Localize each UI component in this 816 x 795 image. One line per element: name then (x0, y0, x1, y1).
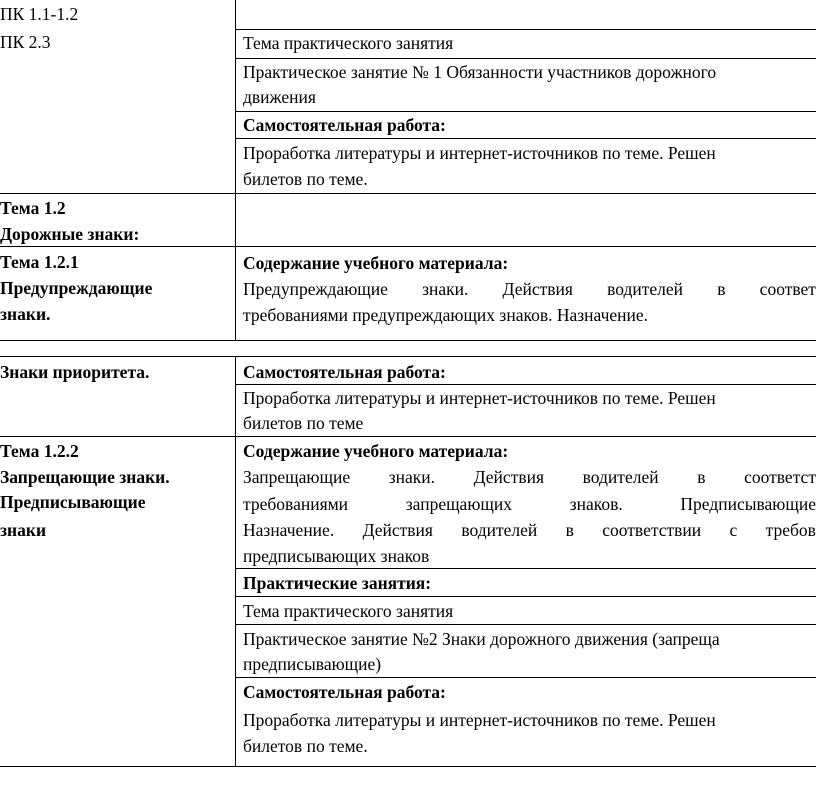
row-divider (235, 29, 816, 30)
practice-lesson-line: Практическое занятие №2 Знаки дорожного движения (запреща (243, 629, 720, 649)
self-study-header: Самостоятельная работа: (243, 362, 446, 382)
word: Действия (473, 467, 545, 487)
practice-lesson-line: предписывающие) (243, 654, 382, 674)
topic-title: Запрещающие знаки. (0, 467, 170, 487)
self-study-line: Проработка литературы и интернет-источников по теме. Решен (243, 388, 716, 408)
row-divider (0, 356, 816, 357)
row-divider (0, 436, 816, 437)
word: соответст (744, 467, 816, 487)
topic-title: Тема 1.2.2 (0, 441, 79, 461)
word: водителей (461, 520, 538, 540)
word: с (729, 520, 738, 540)
practice-topic-label: Тема практического занятия (243, 601, 454, 621)
word: соответствии (602, 520, 702, 540)
word: Предупреждающие (243, 279, 388, 299)
word: в (717, 279, 726, 299)
row-divider (235, 568, 816, 569)
competence-code: ПК 1.1-1.2 (0, 4, 79, 24)
word: Запрещающие (243, 467, 351, 487)
content-header: Содержание учебного материала: (243, 441, 509, 461)
practice-lesson-line: Практическое занятие № 1 Обязанности участников дорожного (243, 62, 717, 82)
word: требованиями (243, 494, 349, 514)
topic-title: знаки. (0, 304, 51, 324)
content-line (243, 277, 816, 301)
self-study-header: Самостоятельная работа: (243, 682, 446, 702)
content-line (243, 492, 816, 516)
word: Действия (502, 279, 573, 299)
word: требов (765, 520, 816, 540)
column-divider (235, 0, 236, 340)
word: Действия (362, 520, 433, 540)
self-study-line: Проработка литературы и интернет-источников по теме. Решен (243, 710, 716, 730)
word: Назначение. (243, 520, 335, 540)
self-study-line: билетов по теме. (243, 169, 368, 189)
content-line: требованиями предупреждающих знаков. Назначение. (243, 305, 649, 325)
row-divider (0, 246, 816, 247)
word: водителей (607, 279, 684, 299)
self-study-header: Самостоятельная работа: (243, 115, 446, 135)
content-line (243, 465, 816, 489)
content-line (243, 518, 816, 542)
practice-lesson-line: движения (243, 87, 316, 107)
row-divider (235, 624, 816, 625)
self-study-line: билетов по теме. (243, 736, 368, 756)
topic-title: Тема 1.2.1 (0, 252, 79, 272)
topic-title: Предписывающие (0, 492, 146, 512)
topic-title: Предупреждающие (0, 278, 153, 298)
word: запрещающих (405, 494, 512, 514)
competence-code: ПК 2.3 (0, 32, 51, 52)
word: Предписывающие (680, 494, 816, 514)
word: знаки. (388, 467, 436, 487)
word: в (697, 467, 706, 487)
row-divider (235, 677, 816, 678)
word: знаков. (569, 494, 623, 514)
topic-title: знаки (0, 520, 47, 540)
content-header: Содержание учебного материала: (243, 253, 509, 273)
row-divider (235, 111, 816, 112)
practice-topic-label: Тема практического занятия (243, 33, 454, 53)
row-divider (235, 596, 816, 597)
self-study-line: Проработка литературы и интернет-источников по теме. Решен (243, 143, 716, 163)
topic-title: Дорожные знаки: (0, 224, 140, 244)
row-divider (0, 766, 816, 767)
practice-header: Практические занятия: (243, 573, 432, 593)
row-divider (235, 58, 816, 59)
column-divider (235, 356, 236, 767)
topic-title: Знаки приоритета. (0, 362, 150, 382)
self-study-line: билетов по теме (243, 413, 364, 433)
word: соответ (759, 279, 816, 299)
row-divider (0, 340, 816, 341)
word: в (565, 520, 574, 540)
row-divider (235, 384, 816, 385)
word: водителей (582, 467, 659, 487)
row-divider (0, 193, 816, 194)
word: знаки. (422, 279, 469, 299)
row-divider (235, 138, 816, 139)
topic-title: Тема 1.2 (0, 198, 66, 218)
content-line: предписывающих знаков (243, 546, 430, 566)
